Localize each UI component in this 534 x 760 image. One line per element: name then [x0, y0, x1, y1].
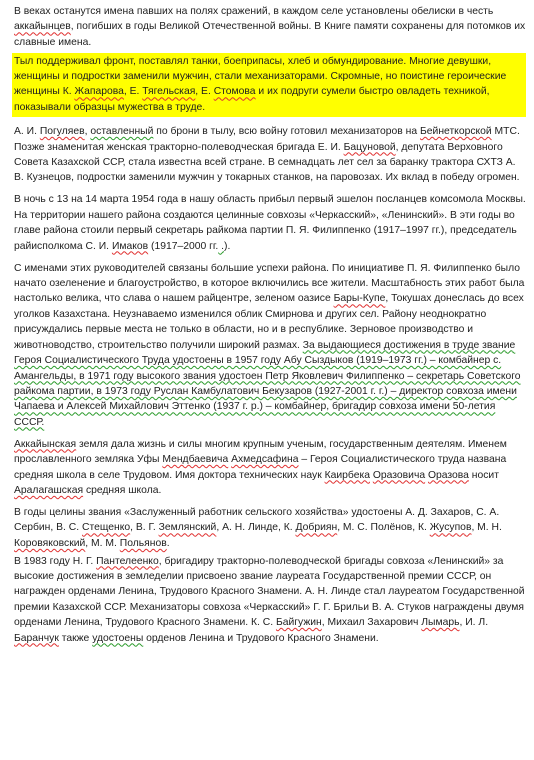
spellcheck-word[interactable]: Польянов [119, 537, 167, 549]
text-run: , погибших в годы Великой Отечественной войны. В Книге памяти сохранены для потомков их славные имена. [14, 21, 526, 48]
text-run: , М. С. Полёнов, К. [337, 522, 430, 534]
paragraph-district-achievements [14, 261, 526, 430]
text-run: (1917–2000 гг. [148, 240, 219, 252]
text-run: , М. Н. [471, 522, 502, 534]
paragraph-pogulyaev [14, 124, 526, 186]
grammar-marked-text[interactable]: . [218, 240, 225, 252]
text-run: , В. Г. [130, 522, 159, 534]
text-run: орденов Ленина и Трудового Красного Знамени. [143, 632, 379, 644]
text-run: носит [468, 469, 499, 481]
spellcheck-word[interactable]: Добриян [295, 522, 338, 534]
paragraph-awards-1983 [14, 554, 526, 646]
spellcheck-word[interactable]: Погуляев [39, 126, 85, 138]
text-run: В 1983 году Н. Г. [14, 555, 97, 567]
spellcheck-word[interactable]: Стомова [213, 86, 256, 98]
paragraph-highlighted-home-front [12, 53, 526, 118]
text-run: по брони в тылу, всю войну готовил механизаторов на [153, 126, 420, 138]
paragraph-memory-book [14, 4, 526, 50]
text-run: , Михаил Захарович [321, 617, 422, 629]
grammar-marked-text[interactable]: оставленный [90, 126, 154, 138]
spellcheck-word[interactable]: Лымарь [421, 617, 460, 629]
spellcheck-word[interactable]: Аккайынская [14, 438, 77, 450]
spellcheck-word[interactable]: Пантелеенко [96, 555, 159, 567]
paragraph-honored-workers [14, 505, 526, 551]
spellcheck-word[interactable]: Жапарова [74, 86, 124, 98]
spellcheck-word[interactable]: Тягельская [142, 86, 196, 98]
spellcheck-word[interactable]: Оразовича [372, 469, 426, 481]
text-run: В ночь с 13 на 14 марта 1954 года в нашу область прибыл первый эшелон посланцев комсомола Москвы. На территории нашего района создаются целинные совхозы «Черкасский», «Ленинский». В эти годы во главе района стоили первый секретарь райкома партии П. Я. Филиппенко (1917–1997 гг.), председатель райисполкома С. И. [14, 194, 526, 252]
spellcheck-word[interactable]: Мендбаевича [162, 454, 229, 466]
spellcheck-word[interactable]: Землянский [158, 522, 217, 534]
text-run: , бригадиру тракторно-полеводческой бригады совхоза «Ленинский» за высокие достижения в земледелии присвоено звание лауреата Государственной премии СССР, он награжден орденами Ленина, Трудового Красного Знамени. А. Н. Линде стал лауреатом Государственной премии Казахской ССР. Механизаторы совхоза «Черкасский» Г. Г. Брильи В. А. Стуков награждены двумя орденами Ленина, Трудового Красного Знамени. К. С. [14, 555, 525, 629]
text-run: и их подруги сумели быстро овладеть техникой, показывали образцы мужества в труде. [14, 86, 490, 113]
text-run: земля дала жизнь и силы многим крупным ученым, государственным деятелям. Именем прославленного земляка Уфы [14, 438, 507, 466]
grammar-marked-text[interactable]: За выдающиеся достижения в труде звание Героя Социалистического Труда удостоены в 1957 году Абу Сыздыков (1919–1973 гг.) – комбайнер с. Амангельды, в 1971 году высокого звания удостоен Петр Яковлевич Филиппенко – секретарь Советского райкома партии, в 1973 году Руслан Камбулатович Бекузаров (1927-2001 г. г.) – директор совхоза имени Чапаева и Алексей Михайлович Эттенко (1937 г. р.) – комбайнер, бригадир совхоза имени 50-летия СССР. [14, 339, 521, 428]
text-run: С именами этих руководителей связаны большие успехи района. По инициативе П. Я. Филиппенко было начато озеленение и благоустройство, в которое включились все жители. Масштабность этих работ была настолько велика, что слава о нашем райцентре, зеленом оазисе [14, 262, 525, 305]
text-run: МТС. Позже знаменитая женская тракторно-полеводческая бригада Е. И. [14, 126, 520, 153]
text-run: , А. Н. Линде, К. [216, 522, 296, 534]
text-run: , М. М. [85, 537, 120, 549]
text-run: , депутата Верховного Совета Казахской ССР, стала известна всей стране. В семнадцать лет сел за баранку трактора СХТЗ А. В. Кузнецов, подростки заменили мужчин у токарных станков, на паровозах. Их вклад в победу огромен. [14, 141, 520, 184]
spellcheck-word[interactable]: Имаков [111, 240, 149, 252]
text-run: – Героя Социалистического труда названа средняя школа в селе Трудовом. Имя доктора технических наук [14, 454, 507, 481]
text-run: , И. Л. [459, 617, 489, 629]
text-run: , Е. [195, 86, 214, 98]
spellcheck-word[interactable]: Аралагашская [14, 484, 84, 496]
spellcheck-word[interactable]: Жусупов [429, 522, 472, 534]
grammar-marked-text[interactable]: удостоены [92, 632, 144, 644]
text-run: , Е. [123, 86, 143, 98]
paragraph-famous-natives [14, 437, 526, 499]
text-run: В годы целины звания «Заслуженный работник сельского хозяйства» удостоены А. Д. Захаров, С. А. Сербин, В. С. [14, 506, 500, 534]
spellcheck-word[interactable]: Бацуновой [343, 141, 396, 153]
spellcheck-word[interactable]: Коровяковский [14, 537, 86, 549]
spellcheck-word[interactable]: Ахмедсафина [231, 454, 299, 466]
spellcheck-word[interactable]: аккайынцев [14, 21, 71, 33]
spellcheck-word[interactable]: Бары-Купе [333, 293, 386, 305]
spellcheck-word[interactable]: Оразова [427, 469, 469, 481]
text-run: средняя школа. [83, 484, 162, 496]
text-run: А. И. [14, 126, 40, 138]
text-run: ). [224, 240, 231, 252]
paragraph-virgin-lands-1954 [14, 192, 526, 254]
spellcheck-word[interactable]: Стещенко [82, 522, 131, 534]
spellcheck-word[interactable]: Каирбека [324, 469, 370, 481]
spellcheck-word[interactable]: Байгужин [275, 617, 322, 629]
text-run: Тыл поддерживал фронт, поставлял танки, боеприпасы, хлеб и обмундирование. Многие девушки, женщины и подростки заменили мужчин, стали механизаторами. Скромные, но поистине героические женщины К. [14, 55, 507, 98]
text-run: , Токушах донеслась до всех уголков Казахстана. Неузнаваемо изменился облик Смирнова и других сел. Району неоднократно присуждались первые места не только в области, но и в республике. Зерновое производство и животноводство, строительство получили широкий размах. [14, 293, 524, 351]
text-run: В веках останутся имена павших на полях сражений, в каждом селе установлены обелиски в честь [14, 6, 494, 17]
spellcheck-word[interactable]: Баранчук [14, 632, 59, 644]
spellcheck-word[interactable]: Бейнеткорской [420, 126, 492, 138]
text-run: также [58, 632, 93, 644]
text-run: , [84, 126, 91, 138]
text-run: . [166, 537, 170, 549]
